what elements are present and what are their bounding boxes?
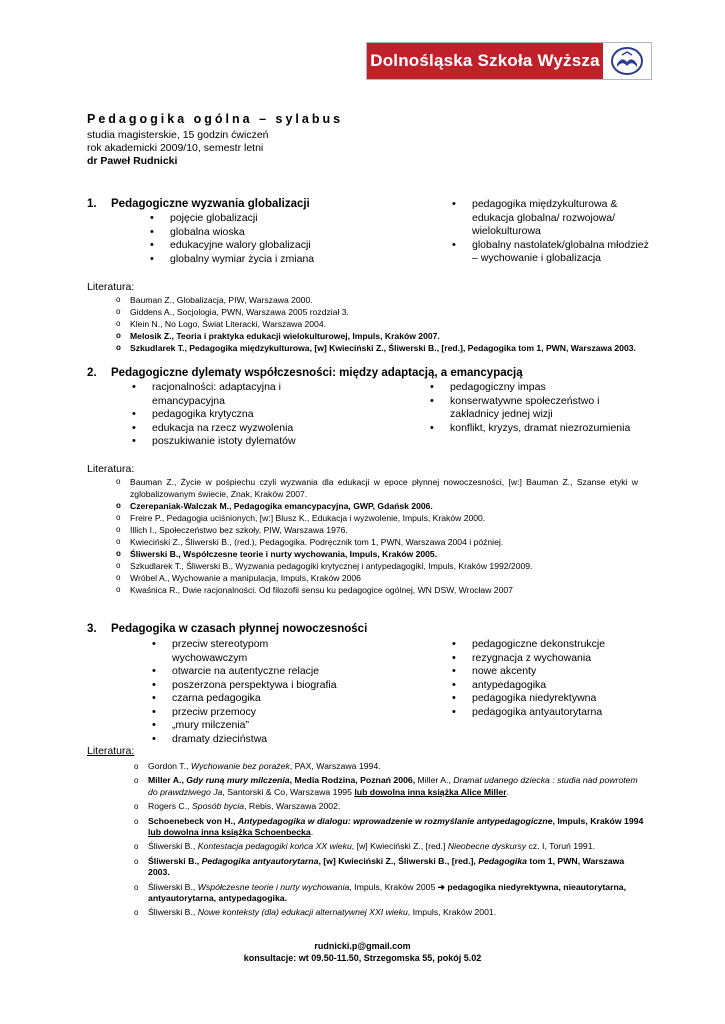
list-item: • globalny wymiar życia i zmiana bbox=[150, 253, 370, 267]
literature-item: o Śliwerski B., Współczesne teorie i nurty wychowania, Impuls, Kraków 2005. bbox=[116, 548, 638, 560]
literature-item: o Illich I., Społeczeństwo bez szkoły, PIW, Warszawa 1976. bbox=[116, 524, 638, 536]
schoenebeck-note: lub dowolna inna książka Schoenbecka bbox=[148, 827, 311, 838]
logo-text: Dolnośląska Szkoła Wyższa bbox=[367, 43, 603, 79]
list-item: • edukacja na rzecz wyzwolenia bbox=[132, 422, 322, 436]
consultation-hours: konsultacje: wt 09.50-11.50, Strzegomska 55, pokój 5.02 bbox=[243, 953, 482, 963]
literature-item: o Rogers C., Sposób bycia, Rebis, Warszawa 2002. bbox=[134, 801, 646, 812]
page-title: Pedagogika ogólna – sylabus bbox=[87, 112, 344, 126]
list-item: • globalna wioska bbox=[150, 226, 370, 240]
list-item: • pedagogiczne dekonstrukcje bbox=[452, 638, 652, 652]
academic-year: rok akademicki 2009/10, semestr letni bbox=[87, 142, 264, 154]
section-1-topics-right bbox=[452, 198, 652, 266]
literature-item: o Śliwerski B., Kontestacja pedagogiki końca XX wieku, [w] Kwieciński Z., [red.] Nieobecne dyskursy cz. I, Toruń 1991. bbox=[134, 841, 646, 852]
list-item: • pedagogika antyautorytarna bbox=[452, 706, 652, 720]
section-title: Pedagogika w czasach płynnej nowoczesności bbox=[111, 623, 368, 635]
arrow-right-icon: ➔ bbox=[437, 881, 446, 892]
list-item: • dramaty dzieciństwa bbox=[152, 733, 342, 747]
section-1-literature bbox=[116, 294, 676, 354]
section-3 bbox=[87, 623, 647, 635]
literature-item: o Czerepaniak-Walczak M., Pedagogika emancypacyjna, GWP, Gdańsk 2006. bbox=[116, 500, 638, 512]
literature-item: o Wróbel A., Wychowanie a manipulacja, Impuls, Kraków 2006 bbox=[116, 572, 638, 584]
list-item: • poszerzona perspektywa i biografia bbox=[152, 679, 342, 693]
literature-item: o Śliwerski B., Nowe konteksty (dla) edukacji alternatywnej XXI wieku, Impuls, Kraków 2001. bbox=[134, 907, 646, 918]
study-type: studia magisterskie, 15 godzin ćwiczeń bbox=[87, 129, 269, 141]
literature-item: o Giddens A., Socjologia, PWN, Warszawa 2005 rozdział 3. bbox=[116, 306, 676, 318]
list-item: • konflikt, kryzys, dramat niezrozumienia bbox=[430, 422, 640, 436]
section-2-literature bbox=[116, 476, 638, 596]
literature-item: o Bauman Z., Życie w pośpiechu czyli wyzwania dla edukacji w epoce płynnej nowoczesności, [w:] Bauman Z., Szanse etyki w zglobalizowanym świecie, Znak, Kraków 2007. bbox=[116, 476, 638, 500]
literature-item: o Kwieciński Z., Śliwerski B., (red.), Pedagogika. Podręcznik tom 1, PWN, Warszawa 2004 i później. bbox=[116, 536, 638, 548]
list-item: • rezygnacja z wychowania bbox=[452, 652, 652, 666]
section-heading bbox=[87, 623, 647, 635]
literature-label: Literatura: bbox=[87, 281, 135, 293]
author: dr Paweł Rudnicki bbox=[87, 155, 178, 167]
literature-item: o Szkudlarek T., Śliwerski B., Wyzwania pedagogiki krytycznej i antypedagogiki, Impuls, Kraków 1992/2009. bbox=[116, 560, 638, 572]
alice-miller-note: lub dowolna inna książka Alice Miller bbox=[354, 786, 507, 797]
list-item: • „mury milczenia” bbox=[152, 719, 342, 733]
list-item: • poszukiwanie istoty dylematów bbox=[132, 435, 322, 449]
section-number: 2. bbox=[87, 367, 97, 379]
section-number: 3. bbox=[87, 623, 97, 635]
list-item: • pedagogika krytyczna bbox=[132, 408, 322, 422]
literature-item: o Klein N., No Logo, Świat Literacki, Warszawa 2004. bbox=[116, 318, 676, 330]
list-item: • edukacyjne walory globalizacji bbox=[150, 239, 370, 253]
list-item: • pedagogiczny impas bbox=[430, 381, 640, 395]
list-item: • przeciw przemocy bbox=[152, 706, 342, 720]
list-item: • antypedagogika bbox=[452, 679, 652, 693]
literature-item: o Gordon T., Wychowanie bez porażek, PAX, Warszawa 1994. bbox=[134, 761, 646, 772]
school-logo bbox=[366, 42, 652, 80]
list-item: • otwarcie na autentyczne relacje bbox=[152, 665, 342, 679]
section-3-topics-right bbox=[452, 638, 652, 719]
list-item: • pedagogika niedyrektywna bbox=[452, 692, 652, 706]
literature-item: o Schoenebeck von H., Antypedagogika w dialogu: wprowadzenie w rozmyślanie antypedagogiczne, Impuls, Kraków 1994 lub dowolna inna książka Schoenbecka. bbox=[134, 816, 646, 839]
section-3-literature bbox=[134, 761, 646, 922]
document-header bbox=[87, 113, 343, 168]
section-2-topics-left bbox=[132, 381, 322, 449]
section-number: 1. bbox=[87, 198, 97, 210]
literature-item: o Melosik Z., Teoria i praktyka edukacji wielokulturowej, Impuls, Kraków 2007. bbox=[116, 330, 676, 342]
literature-item: o Miller A., Gdy runą mury milczenia, Media Rodzina, Poznań 2006, Miller A., Dramat udanego dziecka : studia nad powrotem do prawdziwego Ja, Santorski & Co, Warszawa 1995 lub dowolna inna książka Alice Miller. bbox=[134, 775, 646, 798]
literature-label: Literatura: bbox=[87, 745, 135, 757]
literature-item: o Bauman Z., Globalizacja, PIW, Warszawa 2000. bbox=[116, 294, 676, 306]
list-item: • pedagogika międzykulturowa & edukacja globalna/ rozwojowa/ wielokulturowa bbox=[452, 198, 652, 239]
section-2-topics-right bbox=[430, 381, 640, 435]
list-item: • przeciw stereotypom wychowawczym bbox=[152, 638, 342, 665]
list-item: • czarna pedagogika bbox=[152, 692, 342, 706]
section-title: Pedagogiczne dylematy współczesności: między adaptacją, a emancypacją bbox=[111, 367, 523, 379]
section-title: Pedagogiczne wyzwania globalizacji bbox=[111, 198, 310, 210]
list-item: • nowe akcenty bbox=[452, 665, 652, 679]
section-2 bbox=[87, 367, 647, 379]
list-item: • pojęcie globalizacji bbox=[150, 212, 370, 226]
list-item: • konserwatywne społeczeństwo i zakładnicy jednej wizji bbox=[430, 395, 640, 422]
contact-email[interactable]: rudnicki.p@gmail.com bbox=[314, 941, 411, 951]
book-shield-icon bbox=[603, 43, 651, 79]
literature-item: o Kwaśnica R., Dwie racjonalności. Od filozofii sensu ku pedagogice ogólnej, WN DSW, Wrocław 2007 bbox=[116, 584, 638, 596]
literature-label: Literatura: bbox=[87, 463, 135, 475]
section-1-topics-left bbox=[150, 212, 370, 266]
section-heading bbox=[87, 367, 647, 379]
list-item: • globalny nastolatek/globalna młodzież – wychowanie i globalizacja bbox=[452, 239, 652, 266]
literature-item: o Śliwerski B., Pedagogika antyautorytarna, [w] Kwieciński Z., Śliwerski B., [red.], Pedagogika tom 1, PWN, Warszawa 2003. bbox=[134, 856, 646, 879]
literature-item: o Szkudlarek T., Pedagogika międzykulturowa, [w] Kwieciński Z., Śliwerski B., [red.], Pedagogika tom 1, PWN, Warszawa 2003. bbox=[116, 342, 676, 354]
list-item: • racjonalności: adaptacyjna i emancypacyjna bbox=[132, 381, 322, 408]
literature-item: o Śliwerski B., Współczesne teorie i nurty wychowania, Impuls, Kraków 2005 ➔ pedagogika niedyrektywna, nieautorytarna, antyautorytarna, antypedagogika. bbox=[134, 882, 646, 905]
literature-item: o Freire P., Pedagogia uciśnionych, [w:] Blusz K., Edukacja i wyzwolenie, Impuls, Kraków 2000. bbox=[116, 512, 638, 524]
section-3-topics-left bbox=[152, 638, 342, 746]
footer bbox=[0, 940, 725, 964]
